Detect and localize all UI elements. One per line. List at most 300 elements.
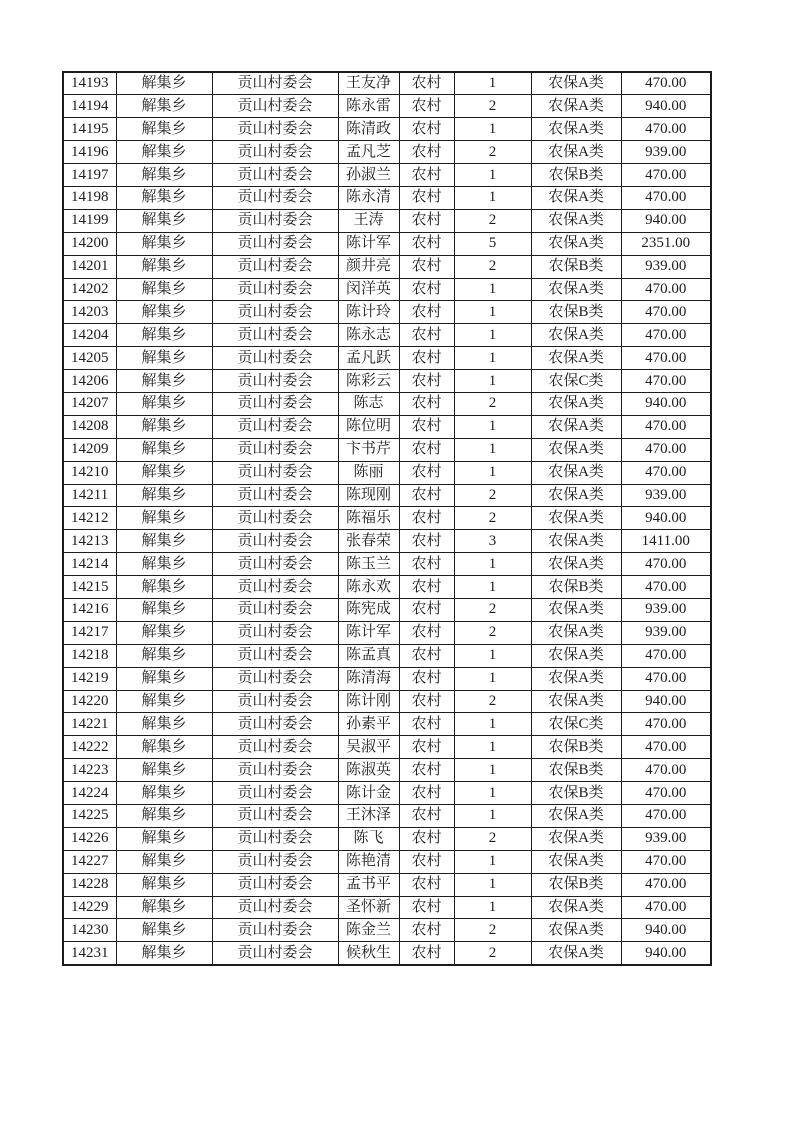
cell-insurance-category: 农保C类 [531, 713, 621, 736]
cell-residence-type: 农村 [399, 919, 454, 942]
cell-person-count: 3 [454, 530, 531, 553]
cell-village-committee: 贡山村委会 [212, 278, 338, 301]
cell-record-id: 14220 [63, 690, 116, 713]
cell-person-count: 1 [454, 759, 531, 782]
cell-person-count: 1 [454, 873, 531, 896]
cell-record-id: 14198 [63, 186, 116, 209]
cell-village-committee: 贡山村委会 [212, 347, 338, 370]
cell-village-committee: 贡山村委会 [212, 598, 338, 621]
cell-person-count: 1 [454, 896, 531, 919]
cell-township: 解集乡 [116, 72, 212, 95]
cell-person-count: 2 [454, 255, 531, 278]
cell-person-name: 陈清政 [338, 118, 399, 141]
cell-record-id: 14227 [63, 850, 116, 873]
cell-village-committee: 贡山村委会 [212, 209, 338, 232]
cell-person-count: 1 [454, 782, 531, 805]
cell-village-committee: 贡山村委会 [212, 370, 338, 393]
cell-residence-type: 农村 [399, 141, 454, 164]
cell-person-name: 陈福乐 [338, 507, 399, 530]
cell-record-id: 14218 [63, 644, 116, 667]
cell-record-id: 14225 [63, 805, 116, 828]
cell-person-count: 2 [454, 942, 531, 965]
cell-residence-type: 农村 [399, 713, 454, 736]
table-row [63, 392, 711, 415]
cell-amount: 939.00 [621, 141, 711, 164]
cell-insurance-category: 农保B类 [531, 736, 621, 759]
cell-township: 解集乡 [116, 118, 212, 141]
cell-township: 解集乡 [116, 782, 212, 805]
cell-village-committee: 贡山村委会 [212, 232, 338, 255]
cell-insurance-category: 农保A类 [531, 209, 621, 232]
table-row [63, 232, 711, 255]
cell-insurance-category: 农保A类 [531, 484, 621, 507]
cell-township: 解集乡 [116, 370, 212, 393]
cell-township: 解集乡 [116, 415, 212, 438]
cell-village-committee: 贡山村委会 [212, 576, 338, 599]
cell-person-name: 孙素平 [338, 713, 399, 736]
cell-record-id: 14221 [63, 713, 116, 736]
cell-amount: 1411.00 [621, 530, 711, 553]
cell-person-count: 1 [454, 667, 531, 690]
cell-insurance-category: 农保A类 [531, 621, 621, 644]
cell-township: 解集乡 [116, 95, 212, 118]
cell-record-id: 14195 [63, 118, 116, 141]
cell-person-name: 陈清海 [338, 667, 399, 690]
cell-village-committee: 贡山村委会 [212, 667, 338, 690]
cell-residence-type: 农村 [399, 782, 454, 805]
cell-record-id: 14222 [63, 736, 116, 759]
cell-residence-type: 农村 [399, 896, 454, 919]
cell-residence-type: 农村 [399, 598, 454, 621]
cell-amount: 940.00 [621, 95, 711, 118]
table-row [63, 370, 711, 393]
table-row [63, 576, 711, 599]
cell-insurance-category: 农保B类 [531, 255, 621, 278]
table-row [63, 347, 711, 370]
cell-record-id: 14224 [63, 782, 116, 805]
cell-village-committee: 贡山村委会 [212, 301, 338, 324]
cell-township: 解集乡 [116, 461, 212, 484]
cell-village-committee: 贡山村委会 [212, 553, 338, 576]
cell-residence-type: 农村 [399, 621, 454, 644]
cell-insurance-category: 农保A类 [531, 667, 621, 690]
cell-record-id: 14212 [63, 507, 116, 530]
cell-person-count: 2 [454, 598, 531, 621]
cell-record-id: 14231 [63, 942, 116, 965]
cell-amount: 939.00 [621, 255, 711, 278]
cell-township: 解集乡 [116, 186, 212, 209]
cell-person-name: 陈孟真 [338, 644, 399, 667]
table-row [63, 186, 711, 209]
cell-township: 解集乡 [116, 667, 212, 690]
table-row [63, 873, 711, 896]
cell-person-name: 陈计金 [338, 782, 399, 805]
cell-record-id: 14194 [63, 95, 116, 118]
cell-person-name: 陈彩云 [338, 370, 399, 393]
cell-amount: 470.00 [621, 644, 711, 667]
cell-township: 解集乡 [116, 644, 212, 667]
table-row [63, 598, 711, 621]
cell-residence-type: 农村 [399, 415, 454, 438]
cell-record-id: 14200 [63, 232, 116, 255]
cell-person-count: 2 [454, 507, 531, 530]
cell-residence-type: 农村 [399, 644, 454, 667]
cell-village-committee: 贡山村委会 [212, 186, 338, 209]
cell-person-name: 陈永清 [338, 186, 399, 209]
cell-township: 解集乡 [116, 896, 212, 919]
cell-person-count: 1 [454, 576, 531, 599]
cell-township: 解集乡 [116, 484, 212, 507]
cell-record-id: 14209 [63, 438, 116, 461]
cell-residence-type: 农村 [399, 576, 454, 599]
cell-person-count: 2 [454, 209, 531, 232]
cell-residence-type: 农村 [399, 278, 454, 301]
cell-amount: 470.00 [621, 713, 711, 736]
cell-township: 解集乡 [116, 392, 212, 415]
table-row [63, 805, 711, 828]
table-row [63, 301, 711, 324]
table-row [63, 919, 711, 942]
cell-person-count: 1 [454, 438, 531, 461]
cell-insurance-category: 农保A类 [531, 644, 621, 667]
insurance-roster-table [62, 71, 712, 966]
table-row [63, 553, 711, 576]
cell-township: 解集乡 [116, 873, 212, 896]
cell-person-name: 陈永雷 [338, 95, 399, 118]
cell-insurance-category: 农保A类 [531, 507, 621, 530]
cell-amount: 470.00 [621, 873, 711, 896]
cell-person-name: 陈淑英 [338, 759, 399, 782]
cell-person-count: 1 [454, 553, 531, 576]
cell-township: 解集乡 [116, 278, 212, 301]
table-row [63, 278, 711, 301]
cell-insurance-category: 农保A类 [531, 896, 621, 919]
cell-person-count: 2 [454, 621, 531, 644]
cell-village-committee: 贡山村委会 [212, 759, 338, 782]
cell-record-id: 14230 [63, 919, 116, 942]
cell-person-count: 2 [454, 827, 531, 850]
cell-record-id: 14196 [63, 141, 116, 164]
cell-township: 解集乡 [116, 759, 212, 782]
cell-residence-type: 农村 [399, 553, 454, 576]
cell-insurance-category: 农保A类 [531, 186, 621, 209]
cell-insurance-category: 农保B类 [531, 759, 621, 782]
cell-person-name: 孙淑兰 [338, 164, 399, 187]
cell-person-name: 孟凡芝 [338, 141, 399, 164]
cell-residence-type: 农村 [399, 72, 454, 95]
cell-residence-type: 农村 [399, 759, 454, 782]
cell-township: 解集乡 [116, 690, 212, 713]
cell-person-name: 陈现刚 [338, 484, 399, 507]
table-row [63, 118, 711, 141]
cell-residence-type: 农村 [399, 324, 454, 347]
cell-village-committee: 贡山村委会 [212, 873, 338, 896]
cell-insurance-category: 农保A类 [531, 438, 621, 461]
cell-residence-type: 农村 [399, 95, 454, 118]
table-row [63, 438, 711, 461]
cell-amount: 470.00 [621, 301, 711, 324]
cell-person-name: 陈永欢 [338, 576, 399, 599]
cell-township: 解集乡 [116, 164, 212, 187]
cell-residence-type: 农村 [399, 461, 454, 484]
cell-person-name: 陈宪成 [338, 598, 399, 621]
cell-person-count: 1 [454, 736, 531, 759]
cell-record-id: 14213 [63, 530, 116, 553]
cell-residence-type: 农村 [399, 507, 454, 530]
table-row [63, 942, 711, 965]
cell-township: 解集乡 [116, 438, 212, 461]
cell-person-count: 1 [454, 850, 531, 873]
cell-insurance-category: 农保A类 [531, 324, 621, 347]
cell-residence-type: 农村 [399, 805, 454, 828]
document-page [62, 71, 712, 966]
cell-residence-type: 农村 [399, 850, 454, 873]
cell-record-id: 14215 [63, 576, 116, 599]
cell-village-committee: 贡山村委会 [212, 415, 338, 438]
cell-person-name: 吴淑平 [338, 736, 399, 759]
cell-person-name: 陈玉兰 [338, 553, 399, 576]
cell-amount: 940.00 [621, 392, 711, 415]
cell-person-count: 2 [454, 484, 531, 507]
cell-amount: 470.00 [621, 576, 711, 599]
cell-amount: 470.00 [621, 461, 711, 484]
cell-person-name: 孟书平 [338, 873, 399, 896]
cell-township: 解集乡 [116, 301, 212, 324]
cell-amount: 470.00 [621, 415, 711, 438]
cell-township: 解集乡 [116, 209, 212, 232]
cell-township: 解集乡 [116, 713, 212, 736]
cell-insurance-category: 农保B类 [531, 164, 621, 187]
cell-record-id: 14210 [63, 461, 116, 484]
cell-insurance-category: 农保A类 [531, 278, 621, 301]
cell-record-id: 14207 [63, 392, 116, 415]
cell-person-name: 陈志 [338, 392, 399, 415]
cell-record-id: 14202 [63, 278, 116, 301]
cell-amount: 940.00 [621, 209, 711, 232]
cell-village-committee: 贡山村委会 [212, 782, 338, 805]
cell-insurance-category: 农保A类 [531, 530, 621, 553]
cell-village-committee: 贡山村委会 [212, 484, 338, 507]
cell-person-count: 1 [454, 118, 531, 141]
table-row [63, 713, 711, 736]
cell-insurance-category: 农保A类 [531, 598, 621, 621]
cell-amount: 940.00 [621, 919, 711, 942]
table-row [63, 644, 711, 667]
cell-record-id: 14201 [63, 255, 116, 278]
cell-village-committee: 贡山村委会 [212, 942, 338, 965]
cell-insurance-category: 农保A类 [531, 942, 621, 965]
cell-township: 解集乡 [116, 850, 212, 873]
cell-insurance-category: 农保A类 [531, 347, 621, 370]
cell-person-count: 1 [454, 72, 531, 95]
cell-residence-type: 农村 [399, 186, 454, 209]
cell-amount: 470.00 [621, 736, 711, 759]
cell-person-count: 1 [454, 370, 531, 393]
cell-person-count: 1 [454, 278, 531, 301]
cell-insurance-category: 农保A类 [531, 553, 621, 576]
cell-residence-type: 农村 [399, 484, 454, 507]
cell-record-id: 14205 [63, 347, 116, 370]
cell-amount: 939.00 [621, 827, 711, 850]
table-row [63, 324, 711, 347]
cell-person-count: 1 [454, 301, 531, 324]
cell-record-id: 14206 [63, 370, 116, 393]
table-row [63, 530, 711, 553]
cell-residence-type: 农村 [399, 942, 454, 965]
cell-person-name: 陈飞 [338, 827, 399, 850]
cell-person-count: 2 [454, 690, 531, 713]
cell-amount: 940.00 [621, 942, 711, 965]
cell-village-committee: 贡山村委会 [212, 713, 338, 736]
cell-record-id: 14214 [63, 553, 116, 576]
cell-record-id: 14211 [63, 484, 116, 507]
table-row [63, 484, 711, 507]
cell-person-name: 陈计玲 [338, 301, 399, 324]
cell-person-count: 1 [454, 324, 531, 347]
table-row [63, 782, 711, 805]
cell-township: 解集乡 [116, 255, 212, 278]
cell-person-name: 陈永志 [338, 324, 399, 347]
table-row [63, 850, 711, 873]
cell-residence-type: 农村 [399, 690, 454, 713]
cell-insurance-category: 农保A类 [531, 805, 621, 828]
table-row [63, 415, 711, 438]
cell-insurance-category: 农保B类 [531, 782, 621, 805]
cell-person-count: 2 [454, 95, 531, 118]
cell-residence-type: 农村 [399, 370, 454, 393]
cell-village-committee: 贡山村委会 [212, 324, 338, 347]
cell-person-count: 1 [454, 461, 531, 484]
cell-village-committee: 贡山村委会 [212, 164, 338, 187]
cell-township: 解集乡 [116, 324, 212, 347]
cell-amount: 940.00 [621, 507, 711, 530]
cell-amount: 470.00 [621, 759, 711, 782]
cell-person-count: 1 [454, 415, 531, 438]
cell-residence-type: 农村 [399, 209, 454, 232]
table-row [63, 896, 711, 919]
cell-insurance-category: 农保C类 [531, 370, 621, 393]
cell-record-id: 14193 [63, 72, 116, 95]
cell-township: 解集乡 [116, 805, 212, 828]
cell-village-committee: 贡山村委会 [212, 255, 338, 278]
cell-amount: 470.00 [621, 850, 711, 873]
cell-residence-type: 农村 [399, 255, 454, 278]
cell-person-name: 陈艳清 [338, 850, 399, 873]
cell-person-count: 1 [454, 805, 531, 828]
cell-village-committee: 贡山村委会 [212, 141, 338, 164]
cell-person-name: 陈金兰 [338, 919, 399, 942]
cell-insurance-category: 农保A类 [531, 461, 621, 484]
cell-amount: 2351.00 [621, 232, 711, 255]
cell-record-id: 14208 [63, 415, 116, 438]
cell-township: 解集乡 [116, 736, 212, 759]
cell-amount: 470.00 [621, 324, 711, 347]
cell-township: 解集乡 [116, 347, 212, 370]
cell-person-count: 1 [454, 164, 531, 187]
cell-record-id: 14199 [63, 209, 116, 232]
cell-record-id: 14197 [63, 164, 116, 187]
cell-amount: 470.00 [621, 72, 711, 95]
cell-residence-type: 农村 [399, 392, 454, 415]
cell-insurance-category: 农保A类 [531, 141, 621, 164]
cell-amount: 470.00 [621, 782, 711, 805]
cell-person-count: 2 [454, 392, 531, 415]
cell-village-committee: 贡山村委会 [212, 438, 338, 461]
cell-record-id: 14203 [63, 301, 116, 324]
cell-amount: 470.00 [621, 896, 711, 919]
cell-insurance-category: 农保A类 [531, 850, 621, 873]
cell-township: 解集乡 [116, 141, 212, 164]
cell-township: 解集乡 [116, 576, 212, 599]
cell-person-name: 候秋生 [338, 942, 399, 965]
table-row [63, 621, 711, 644]
cell-person-name: 陈丽 [338, 461, 399, 484]
cell-village-committee: 贡山村委会 [212, 461, 338, 484]
cell-record-id: 14229 [63, 896, 116, 919]
cell-residence-type: 农村 [399, 118, 454, 141]
cell-insurance-category: 农保A类 [531, 72, 621, 95]
cell-person-count: 1 [454, 644, 531, 667]
cell-township: 解集乡 [116, 919, 212, 942]
cell-record-id: 14204 [63, 324, 116, 347]
cell-village-committee: 贡山村委会 [212, 95, 338, 118]
cell-person-count: 1 [454, 713, 531, 736]
cell-person-count: 2 [454, 919, 531, 942]
table-row [63, 141, 711, 164]
cell-residence-type: 农村 [399, 164, 454, 187]
cell-village-committee: 贡山村委会 [212, 392, 338, 415]
cell-record-id: 14219 [63, 667, 116, 690]
cell-amount: 470.00 [621, 370, 711, 393]
cell-insurance-category: 农保B类 [531, 301, 621, 324]
table-row [63, 690, 711, 713]
cell-village-committee: 贡山村委会 [212, 690, 338, 713]
cell-person-name: 陈计军 [338, 232, 399, 255]
cell-village-committee: 贡山村委会 [212, 850, 338, 873]
cell-person-name: 闵洋英 [338, 278, 399, 301]
cell-person-name: 孟凡跃 [338, 347, 399, 370]
cell-village-committee: 贡山村委会 [212, 507, 338, 530]
cell-insurance-category: 农保A类 [531, 232, 621, 255]
table-row [63, 827, 711, 850]
cell-insurance-category: 农保B类 [531, 873, 621, 896]
cell-person-count: 5 [454, 232, 531, 255]
cell-record-id: 14223 [63, 759, 116, 782]
table-row [63, 72, 711, 95]
cell-amount: 939.00 [621, 598, 711, 621]
cell-person-name: 张春荣 [338, 530, 399, 553]
cell-amount: 939.00 [621, 621, 711, 644]
cell-insurance-category: 农保A类 [531, 827, 621, 850]
cell-amount: 470.00 [621, 164, 711, 187]
table-row [63, 164, 711, 187]
cell-person-name: 卞书芹 [338, 438, 399, 461]
table-row [63, 759, 711, 782]
cell-insurance-category: 农保A类 [531, 415, 621, 438]
table-row [63, 255, 711, 278]
cell-residence-type: 农村 [399, 873, 454, 896]
cell-village-committee: 贡山村委会 [212, 827, 338, 850]
cell-amount: 470.00 [621, 805, 711, 828]
cell-amount: 470.00 [621, 553, 711, 576]
cell-township: 解集乡 [116, 553, 212, 576]
table-row [63, 95, 711, 118]
cell-village-committee: 贡山村委会 [212, 644, 338, 667]
cell-village-committee: 贡山村委会 [212, 118, 338, 141]
table-row [63, 736, 711, 759]
table-row [63, 667, 711, 690]
cell-township: 解集乡 [116, 621, 212, 644]
